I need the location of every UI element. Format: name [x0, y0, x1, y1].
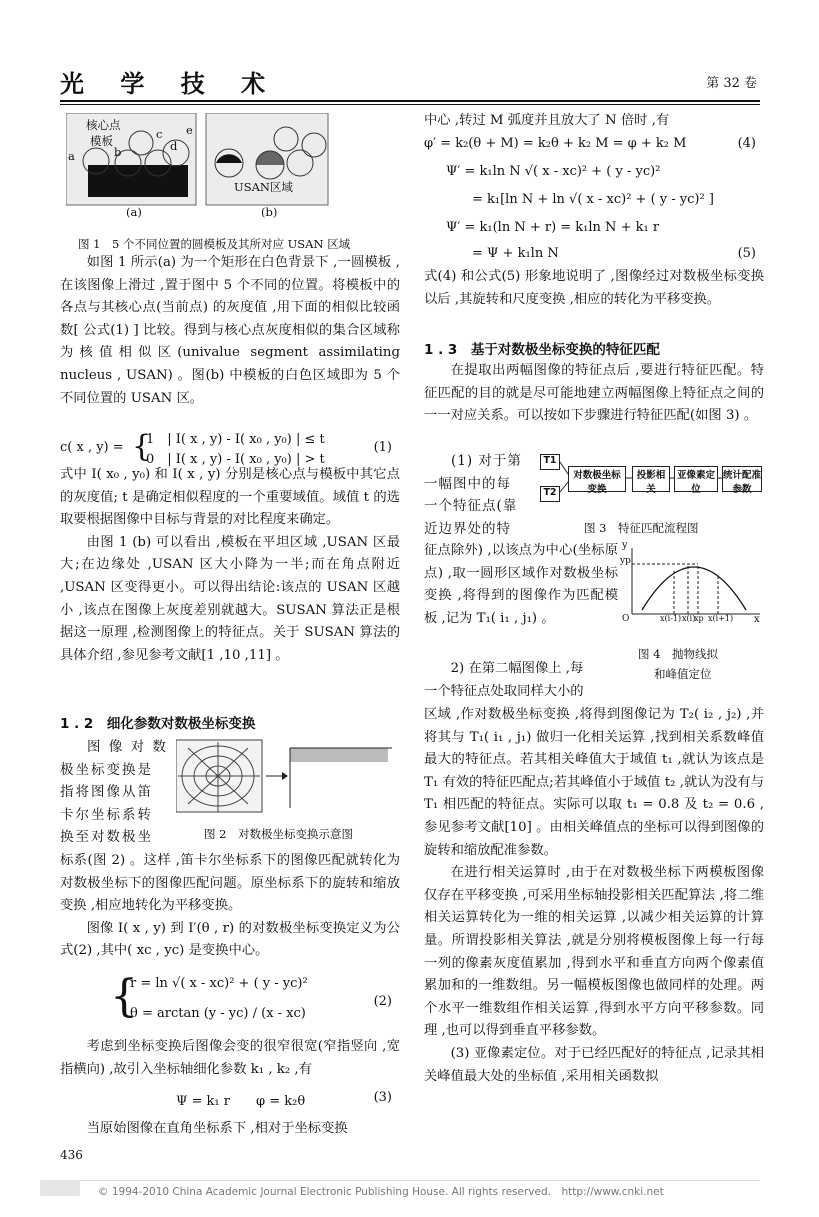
wrap-line-4: 卡尔坐标系转 [60, 806, 153, 823]
left-wrap-text [60, 736, 170, 849]
wrap-line-3: 指将图像从笛 [60, 784, 153, 801]
usan-intro-text: 如图 1 所示(a) 为一个矩形在白色背景下 ,一圆模板 ,在该图像上滑过 ,置于图中 5 个不同的位置。将模板中的各点与其核心点(当前点) 的灰度值 ,用下面的相似比较函数[ 公式(1) ] 比较。得到与核心点灰度相似的集合区域称为核值相似区(univalue segment assimilating nucleus , USAN) 。图(b) 中模板的白色区域即为 5 个不同位置的 USAN 区。 [60, 255, 400, 406]
figure-2 [176, 738, 396, 820]
eq1-number: (1) [373, 440, 392, 455]
eq1-lhs: c( x , y) = [60, 440, 124, 455]
rotation-intro-text: 当原始图像在直角坐标系下 ,相对于坐标变换 [86, 1121, 348, 1136]
figure-2-image [176, 738, 396, 820]
footer-rule [60, 1180, 760, 1181]
fig4-tick-1: x(i-1) [660, 614, 682, 623]
eq5-line-3: Ψ′ = k₁(ln N + r) = k₁ln N + k₁ r [446, 220, 660, 235]
figure-2-caption: 图 2 对数极坐标变换示意图 [204, 827, 353, 841]
eq-summary-text: 式(4) 和公式(5) 形象地说明了 ,图像经过对数极坐标变换以后 ,其旋转和尺度变换 ,相应的转化为平移变换。 [424, 269, 764, 307]
figure-1-caption: 图 1 5 个不同位置的圆模板及其所对应 USAN 区域 [78, 237, 351, 251]
publisher-logo [40, 1180, 80, 1196]
fig1-sub-b: (b) [261, 205, 278, 219]
fig3-stats-box: 统计配准参数 [722, 466, 762, 492]
fig4-tick-2: x(i) [682, 614, 696, 623]
right-paragraph-2 [424, 266, 764, 311]
right-wrap-text-3 [424, 658, 634, 703]
equation-2 [60, 968, 400, 1032]
step2-line-2: 一个特征点处取同样大小的 [424, 683, 584, 699]
step2-rest-text: 区域 ,作对数极坐标变换 ,将得到图像记为 T₂( i₂ , j₂) ,并将其与 T₁( i₁ , j₁) 做归一化相关运算 ,找到相关系数峰值最大的特征点。若其相关峰值大于域值 t₁ ,就认为该点是 T₁ 有效的特征匹配点;若其峰值小于域值 t₂ ,就认为没有与 T₁ 相匹配的特征点。实际可以取 t₁ = 0.8 及 t₂ = 0.6 ,参见参考文献[10] 。由相关峰值点的坐标可以得到图像的旋转和缩放配准参数。 [424, 707, 764, 858]
page-number: 436 [60, 1148, 83, 1162]
left-paragraph-5 [60, 1118, 400, 1141]
fig4-tick-3: xp [694, 614, 704, 623]
step1-rest-text: 征点除外) ,以该点为中心(坐标原点) ,取一圆形区域作对数极坐标变换 ,将得到的图像作为匹配模板 ,记为 T₁( i₁ , j₁) 。 [424, 543, 618, 626]
left-paragraph-2 [60, 464, 400, 667]
fig1-mark-b: b [114, 145, 122, 159]
fig4-tick-4: x(i+1) [708, 614, 734, 623]
log-polar-intro-text: 标系(图 2) 。这样 ,笛卡尔坐标系下的图像匹配就转化为对数极坐标下的图像匹配问题。原坐标系下的旋转和缩放变换 ,相应地转化为平移变换。 [60, 853, 400, 914]
equation-3 [60, 1090, 400, 1112]
right-paragraph-4 [424, 704, 764, 1088]
rotation-scale-text: 中心 ,转过 M 弧度并且放大了 N 倍时 ,有 [424, 113, 670, 128]
fig1-mark-c: c [156, 127, 163, 141]
eq4-number: (4) [737, 136, 756, 151]
right-paragraph-3 [424, 360, 764, 428]
header-rule-thin [60, 104, 760, 105]
susan-principle-text: 由图 1 (b) 可以看出 ,模板在平坦区域 ,USAN 区最大;在边缘处 ,USAN 区大小降为一半;而在角点附近 ,USAN 区变得更小。可以得出结论:该点的 USAN 区越小 ,该点在图像上灰度差别就越大。SUSAN 算法正是根据这一原理 ,检测图像上的特征点。关于 SUSAN 算法的具体介绍 ,参见参考文献[1 ,10 ,11] 。 [60, 534, 400, 663]
fig3-logpolar-box: 对数极坐标变换 [568, 466, 626, 492]
figure-4 [620, 540, 764, 625]
figure-1 [66, 113, 396, 218]
fig4-origin-label: O [622, 614, 630, 624]
left-paragraph-4 [60, 1036, 400, 1081]
eq2-number: (2) [373, 994, 392, 1009]
equations-4-5 [424, 136, 764, 268]
wrap-line-5: 换至对数极坐 [60, 829, 153, 846]
step1-line-1: (1) 对于第 [451, 453, 522, 469]
step1-line-2: 一幅图中的每 [424, 475, 511, 492]
copyright-footer: © 1994-2010 China Academic Journal Electronic Publishing House. All rights reserved. http://www.cnki.net [98, 1186, 664, 1198]
volume-label: 第 32 卷 [706, 76, 757, 91]
fig3-t1-box: T1 [540, 454, 560, 470]
step3-text: (3) 亚像素定位。对于已经匹配好的特征点 ,记录其相关峰值最大处的坐标值 ,采用相关函数拟 [424, 1045, 764, 1084]
figure-4-image [622, 544, 764, 624]
eq3-number: (3) [373, 1090, 392, 1105]
fig1-mark-d: d [170, 139, 178, 153]
wrap-line-2: 极坐标变换是 [60, 761, 153, 778]
figure-4-caption-line-2: 和峰值定位 [654, 667, 712, 681]
fig3-projection-box: 投影相关 [632, 466, 670, 492]
left-paragraph-1 [60, 252, 400, 410]
axis-refine-text: 考虑到坐标变换后图像会变的很窄很宽(窄指竖向 ,宽指横向) ,故引入坐标轴细化参数 k₁ , k₂ ,有 [60, 1039, 400, 1077]
eq2-r: r = ln √( x - xc)² + ( y - yc)² [130, 976, 308, 991]
eq2-brace: { [110, 971, 138, 1022]
eq5-line-1: Ψ′ = k₁ln N √( x - xc)² + ( y - yc)² [446, 164, 661, 179]
fig4-y-label: y [622, 540, 628, 551]
eq3-body: Ψ = k₁ r φ = k₂θ [176, 1094, 306, 1109]
section-1-2-heading: 1 . 2 细化参数对数极坐标变换 [60, 716, 256, 732]
left-paragraph-3 [60, 850, 400, 963]
template-label: 模板 [90, 134, 113, 148]
step2-line-1: 2) 在第二幅图像上 ,每 [450, 661, 584, 676]
eq5-line-4: = Ψ + k₁ln N [472, 246, 559, 261]
usan-label: USAN区域 [234, 180, 293, 194]
section-1-3-heading: 1 . 3 基于对数极坐标变换的特征匹配 [424, 342, 660, 358]
fig1-mark-e: e [186, 123, 193, 137]
fig3-t2-box: T2 [540, 486, 560, 502]
fig4-x-label: x [754, 614, 760, 625]
journal-title: 光 学 技 术 [60, 69, 280, 98]
projection-corr-text: 在进行相关运算时 ,由于在对数极坐标下两模板图像仅存在平移变换 ,可采用坐标轴投影相关匹配算法 ,将二维相关运算转化为一维的相关运算 ,以减少相关运算的计算量。所谓投影相关算法 ,就是分别将模板图像上每一行每一列的像素灰度值累加 ,得到水平和垂直方向两个像素值累加和的一维数组。另一幅模板图像也做同样的处理。两个水平一维数组作相关运算 ,得到水平方向平移参数。同理 ,也可以得到垂直平移参数。 [424, 865, 764, 1039]
fig3-subpixel-box: 亚像素定位 [674, 466, 718, 492]
eq1-case-top: 1 | I( x , y) - I( x₀ , y₀) | ≤ t [146, 432, 325, 447]
fig1-mark-a: a [68, 149, 75, 163]
eq5-line-2: = k₁[ln N + ln √( x - xc)² + ( y - yc)² ] [472, 192, 714, 207]
wrap-line-1: 图 像 对 数 [87, 739, 168, 755]
step1-line-3: 一个特征点(靠 [424, 498, 518, 515]
eq1-brace: { [132, 429, 152, 464]
fig1-sub-a: (a) [126, 205, 142, 219]
eq2-theta: θ = arctan (y - yc) / (x - xc) [130, 1006, 306, 1021]
eq5-number: (5) [737, 246, 756, 261]
header-rule [60, 100, 760, 102]
eq1-case-bottom: 0 | I( x , y) - I( x₀ , y₀) | > t [146, 452, 325, 467]
transform-def-text: 图像 I( x , y) 到 I′(θ , r) 的对数极坐标变换定义为公式(2) ,其中( xc , yc) 是变换中心。 [60, 920, 400, 959]
fig4-yp-label: yp [620, 556, 631, 566]
core-point-label: 核心点 [86, 118, 121, 132]
right-wrap-text-2 [424, 540, 618, 630]
figure-4-caption-line-1: 图 4 抛物线拟 [638, 647, 718, 661]
figure-3 [540, 452, 762, 512]
right-wrap-text-1 [424, 450, 536, 540]
eq4-body: φ′ = k₂(θ + M) = k₂θ + k₂ M = φ + k₂ M [424, 136, 687, 151]
feature-match-intro-text: 在提取出两幅图像的特征点后 ,要进行特征匹配。特征匹配的目的就是尽可能地建立两幅图像上特征点之间的一一对应关系。可以按如下步骤进行特征匹配(如图 3) 。 [424, 363, 764, 424]
figure-3-caption: 图 3 特征匹配流程图 [584, 521, 699, 535]
step1-line-4: 近边界处的特 [424, 520, 511, 537]
symbol-explanation-text: 式中 I( x₀ , y₀) 和 I( x , y) 分别是核心点与模板中其它点的灰度值; t 是确定相似程度的一个重要域值。域值 t 的选取要根据图像中目标与背景的对比程度来确定。 [60, 467, 400, 528]
right-paragraph-1 [424, 110, 764, 133]
